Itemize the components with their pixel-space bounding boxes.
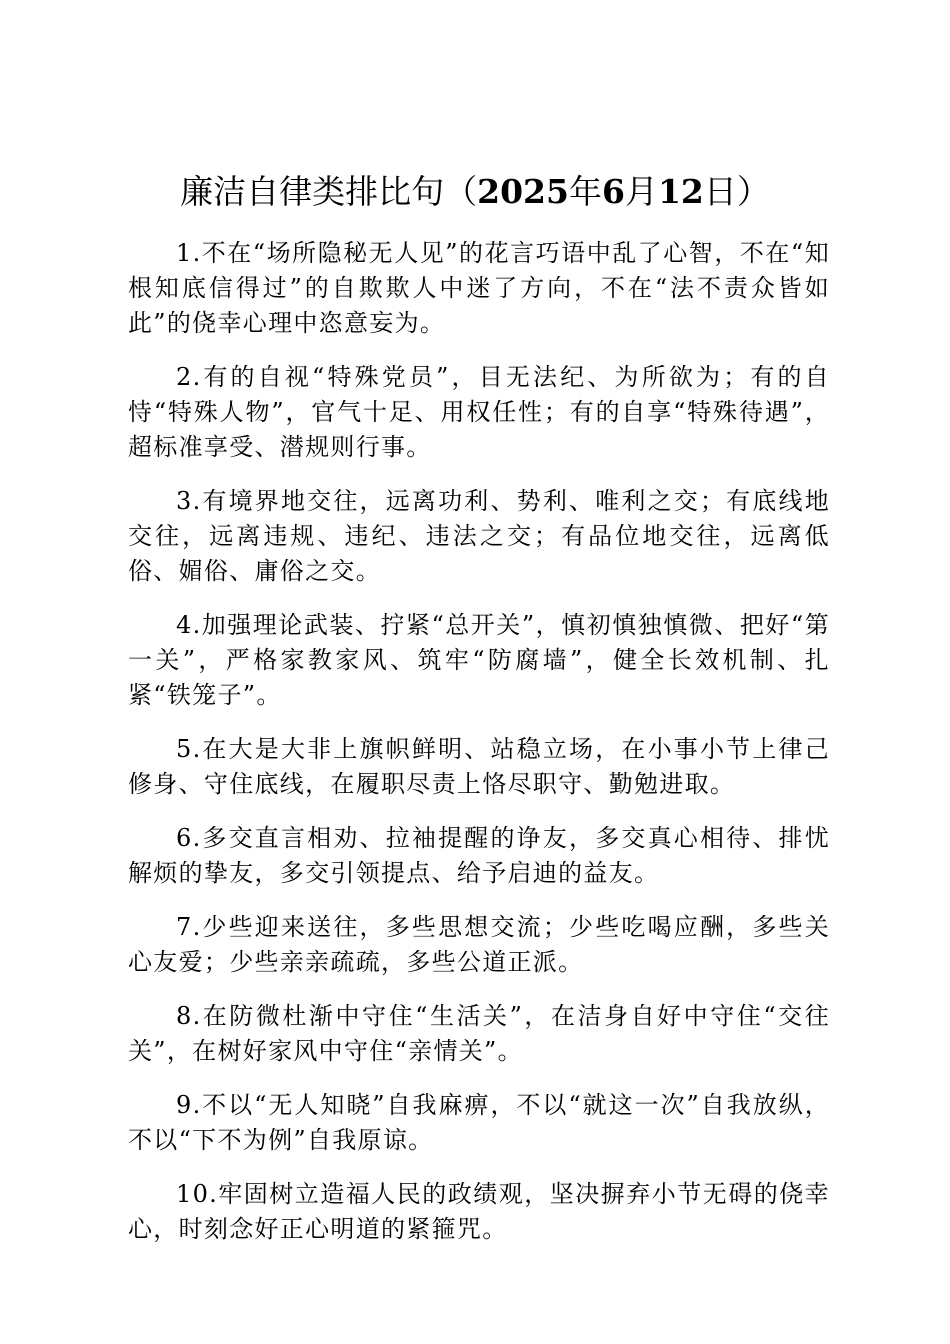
paragraph: 1.不在“场所隐秘无人见”的花言巧语中乱了心智，不在“知根知底信得过”的自欺欺人中迷了方向，不在“法不责众皆如此”的侥幸心理中恣意妄为。 [128,239,830,337]
title-year: 2025 [477,172,569,211]
paragraph: 2.有的自视“特殊党员”，目无法纪、为所欲为；有的自恃“特殊人物”，官气十足、用权任性；有的自享“特殊待遇”，超标准享受、潜规则行事。 [128,363,830,461]
paragraph: 10.牢固树立造福人民的政绩观，坚决摒弃小节无碍的侥幸心，时刻念好正心明道的紧箍咒。 [128,1180,830,1243]
paragraph: 7.少些迎来送往，多些思想交流；少些吃喝应酬，多些关心友爱；少些亲亲疏疏，多些公道正派。 [128,913,830,976]
title-text: 廉洁自律类排比句（ [180,172,478,211]
paragraph: 4.加强理论武装、拧紧“总开关”，慎初慎独慎微、把好“第一关”，严格家教家风、筑牢“防腐墙”，健全长效机制、扎紧“铁笼子”。 [128,611,830,709]
document-body [128,236,830,1266]
paragraph: 8.在防微杜渐中守住“生活关”，在洁身自好中守住“交往关”，在树好家风中守住“亲情关”。 [128,1002,830,1065]
document-title [0,166,950,218]
title-year-char: 年 [568,172,602,211]
title-month-char: 月 [624,172,658,211]
paragraph: 3.有境界地交往，远离功利、势利、唯利之交；有底线地交往，远离违规、违纪、违法之交；有品位地交往，远离低俗、媚俗、庸俗之交。 [128,487,830,585]
title-day: 12 [657,172,704,211]
paragraph: 6.多交直言相劝、拉袖提醒的诤友，多交真心相待、排忧解烦的挚友，多交引领提点、给予启迪的益友。 [128,824,830,887]
title-day-char: 日） [703,172,770,211]
paragraph: 5.在大是大非上旗帜鲜明、站稳立场，在小事小节上律己修身、守住底线，在履职尽责上恪尽职守、勤勉进取。 [128,735,830,798]
paragraph: 9.不以“无人知晓”自我麻痹，不以“就这一次”自我放纵，不以“下不为例”自我原谅。 [128,1091,830,1154]
title-month: 6 [601,172,625,211]
